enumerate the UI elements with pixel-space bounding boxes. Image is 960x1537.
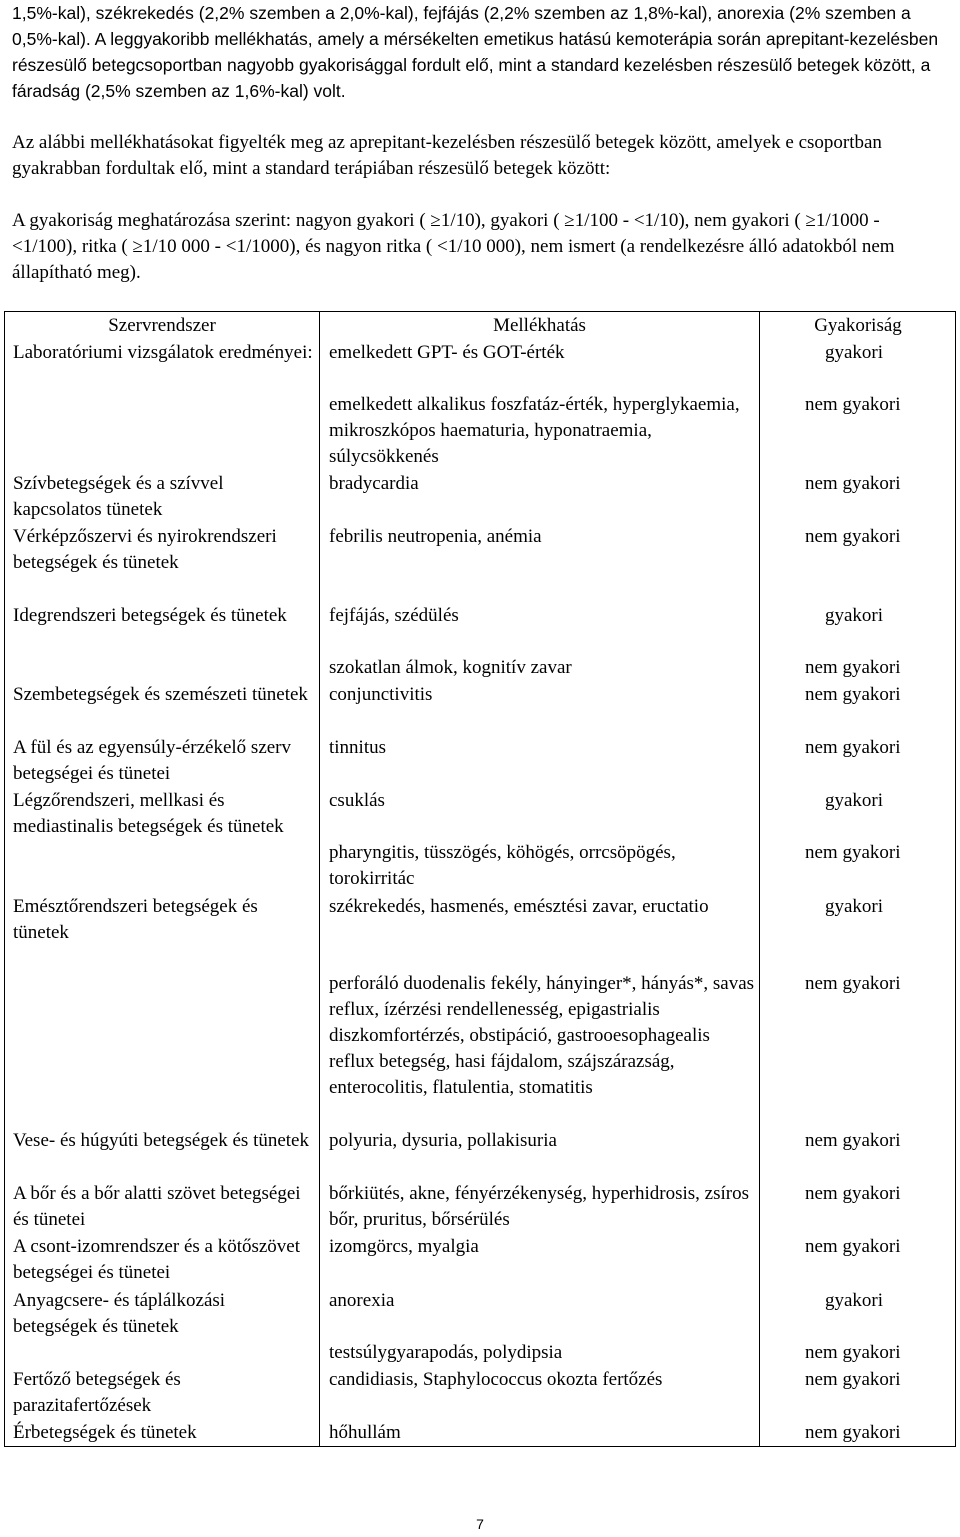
adverse-effect-cell: csuklás (329, 790, 385, 811)
organ-system-cell: Anyagcsere- és táplálkozási betegségek és tünetek (13, 1290, 226, 1337)
frequency-cell: nem gyakori (805, 1236, 901, 1257)
frequency-cell: gyakori (825, 605, 884, 626)
frequency-cell: nem gyakori (805, 842, 901, 863)
organ-system-cell: Szívbetegségek és a szívvel kapcsolatos tünetek (13, 473, 224, 520)
adverse-effect-cell: anorexia (329, 1290, 395, 1311)
frequency-cell: nem gyakori (805, 394, 901, 415)
adverse-effect-cell: candidiasis, Staphylococcus okozta fertőzés (329, 1369, 663, 1390)
adverse-effect-cell: conjunctivitis (329, 684, 433, 705)
organ-system-cell: Szembetegségek és szemészeti tünetek (13, 684, 308, 705)
frequency-cell: gyakori (825, 342, 884, 363)
organ-system-cell: Vérképzőszervi és nyirokrendszeri betegségek és tünetek (13, 526, 277, 573)
adverse-effect-cell: febrilis neutropenia, anémia (329, 526, 542, 547)
frequency-cell: nem gyakori (805, 1422, 901, 1443)
adverse-effect-cell: pharyngitis, tüsszögés, köhögés, orrcsöpögés, torokirritác (329, 842, 676, 889)
frequency-cell: gyakori (825, 896, 884, 917)
frequency-definition-paragraph: A gyakoriság meghatározása szerint: nagyon gyakori ( ≥1/10), gyakori ( ≥1/100 - <1/10), nem gyakori ( ≥1/1000 - <1/100), ritka ( ≥1/10 000 - <1/1000), és nagyon ritka ( <1/10 000), nem ismert (a rendelkezésre álló adatokból nem állapítható meg). (12, 210, 895, 283)
adverse-effect-cell: emelkedett GPT- és GOT-érték (329, 342, 565, 363)
organ-system-cell: A csont-izomrendszer és a kötőszövet betegségei és tünetei (13, 1236, 301, 1283)
adverse-effect-cell: izomgörcs, myalgia (329, 1236, 479, 1257)
observed-effects-paragraph: Az alábbi mellékhatásokat figyelték meg az aprepitant-kezelésben részesülő betegek között, amelyek e csoportban gyakrabban fordultak elő, mint a standard terápiában részesülő betegek között: (12, 132, 882, 179)
column-divider (319, 312, 320, 1446)
organ-system-cell: A bőr és a bőr alatti szövet betegségei és tünetei (13, 1183, 301, 1230)
frequency-cell: nem gyakori (805, 1130, 901, 1151)
adverse-effect-cell: tinnitus (329, 737, 387, 758)
organ-system-cell: Érbetegségek és tünetek (13, 1422, 197, 1443)
frequency-cell: gyakori (825, 790, 884, 811)
adverse-effect-cell: testsúlygyarapodás, polydipsia (329, 1342, 563, 1363)
adverse-effect-cell: hőhullám (329, 1422, 401, 1443)
frequency-cell: nem gyakori (805, 473, 901, 494)
page-number: 7 (476, 1516, 484, 1532)
frequency-cell: nem gyakori (805, 657, 901, 678)
organ-system-cell: Vese- és húgyúti betegségek és tünetek (13, 1130, 309, 1151)
frequency-cell: nem gyakori (805, 1369, 901, 1390)
organ-system-cell: Emésztőrendszeri betegségek és tünetek (13, 896, 258, 943)
adverse-effect-cell: bradycardia (329, 473, 419, 494)
frequency-cell: nem gyakori (805, 684, 901, 705)
organ-system-cell: Fertőző betegségek és parazitafertőzések (13, 1369, 181, 1416)
adverse-effects-table (4, 311, 956, 1447)
frequency-cell: nem gyakori (805, 1342, 901, 1363)
frequency-cell: nem gyakori (805, 973, 901, 994)
organ-system-cell: A fül és az egyensúly-érzékelő szerv betegségei és tünetei (13, 737, 292, 784)
adverse-effect-cell: fejfájás, szédülés (329, 605, 459, 626)
header-adverse-effect: Mellékhatás (493, 315, 586, 336)
frequency-cell: nem gyakori (805, 526, 901, 547)
header-organ-system: Szervrendszer (108, 315, 216, 336)
organ-system-cell: Idegrendszeri betegségek és tünetek (13, 605, 287, 626)
header-frequency: Gyakoriság (814, 315, 902, 336)
column-divider (759, 312, 760, 1446)
organ-system-cell: Légzőrendszeri, mellkasi és mediastinalis betegségek és tünetek (13, 790, 284, 837)
intro-paragraph: 1,5%-kal), székrekedés (2,2% szemben a 2,0%-kal), fejfájás (2,2% szemben az 1,8%-kal), anorexia (2% szemben a 0,5%-kal). A leggyakoribb mellékhatás, amely a mérsékelten emetikus hatású kemoterápia során aprepitant-kezelésben részesülő betegcsoportban nagyobb gyakorisággal fordult elő, mint a standard kezelésben részesülő betegek között, a fáradság (2,5% szemben az 1,6%-kal) volt. (12, 3, 939, 101)
frequency-cell: gyakori (825, 1290, 884, 1311)
frequency-cell: nem gyakori (805, 737, 901, 758)
adverse-effect-cell: bőrkiütés, akne, fényérzékenység, hyperhidrosis, zsíros bőr, pruritus, bőrsérülés (329, 1183, 749, 1230)
frequency-cell: nem gyakori (805, 1183, 901, 1204)
adverse-effect-cell: székrekedés, hasmenés, emésztési zavar, eructatio (329, 896, 709, 917)
organ-system-cell: Laboratóriumi vizsgálatok eredményei: (13, 342, 313, 363)
adverse-effect-cell: perforáló duodenalis fekély, hányinger*, hányás*, savas reflux, ízérzési rendellenesség, epigastrialis diszkomfortérzés, obstipáció, gastrooesophagealis reflux betegség, hasi fájdalom, szájszárazság, enterocolitis, flatulentia, stomatitis (329, 973, 755, 1098)
adverse-effect-cell: emelkedett alkalikus foszfatáz-érték, hyperglykaemia, mikroszkópos haematuria, hyponatraemia, súlycsökkenés (329, 394, 740, 467)
adverse-effect-cell: polyuria, dysuria, pollakisuria (329, 1130, 557, 1151)
adverse-effect-cell: szokatlan álmok, kognitív zavar (329, 657, 572, 678)
